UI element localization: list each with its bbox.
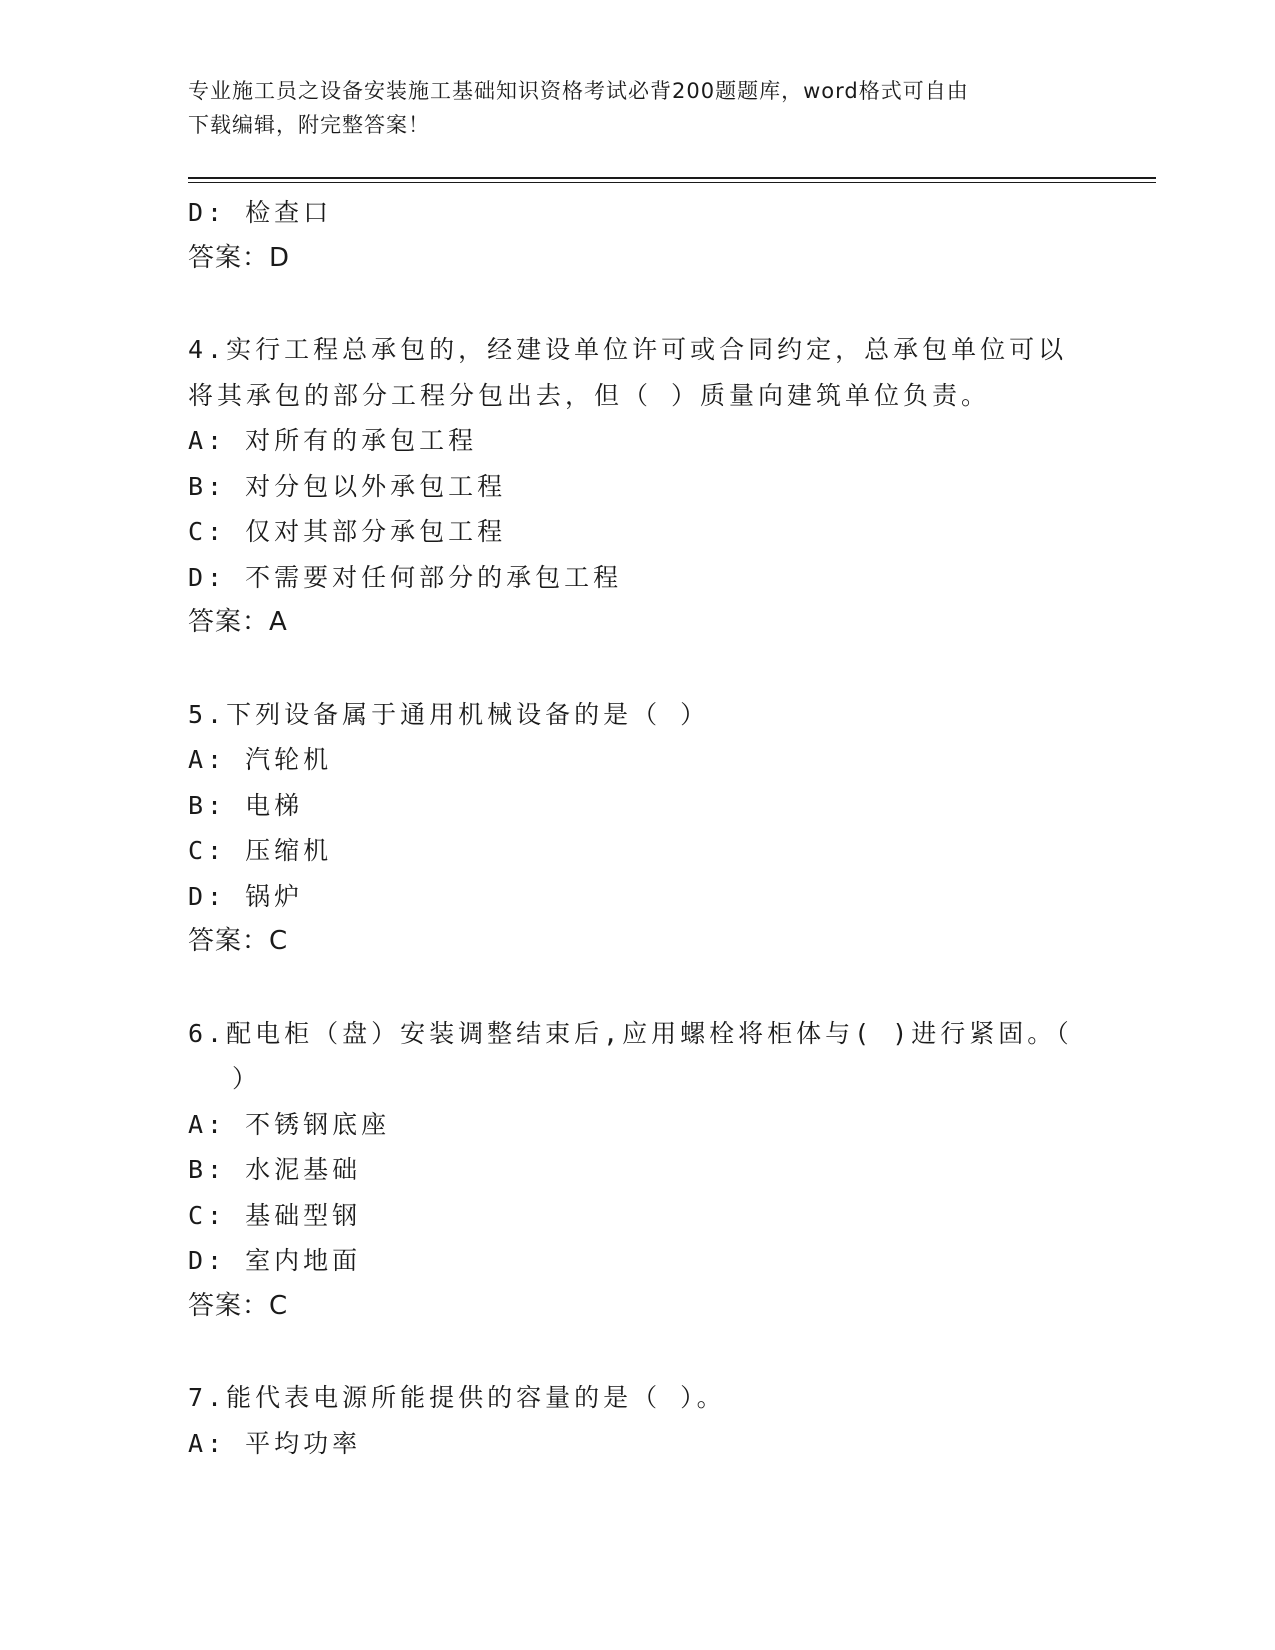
option-d: D: 锅炉 xyxy=(188,881,304,911)
answer: 答案：C xyxy=(188,1290,289,1321)
option-a: A: 对所有的承包工程 xyxy=(188,426,478,455)
question-list xyxy=(188,190,1073,1466)
header-line-1: 专业施工员之设备安装施工基础知识资格考试必背200题题库，word格式可自由 xyxy=(188,79,969,103)
answer: 答案：C xyxy=(188,926,289,956)
spacer xyxy=(188,646,1068,692)
option-d: D: 室内地面 xyxy=(188,1246,362,1275)
spacer xyxy=(188,281,1068,327)
option-c: C: 仅对其部分承包工程 xyxy=(188,517,507,546)
question-6 xyxy=(188,1011,1073,1330)
option-a: A: 不锈钢底座 xyxy=(188,1109,391,1139)
option-b: B: 电梯 xyxy=(188,790,304,820)
document-header xyxy=(188,74,1068,142)
answer: 答案：D xyxy=(188,242,291,273)
question-5 xyxy=(188,692,1068,965)
header-rule-thin xyxy=(188,182,1156,183)
option-a: A: 平均功率 xyxy=(188,1428,362,1458)
question-stem: 7.能代表电源所能提供的容量的是（ ）。 xyxy=(188,1383,726,1412)
question-stem: 4.实行工程总承包的，经建设单位许可或合同约定，总承包单位可以 xyxy=(188,335,1068,364)
option-b: B: 水泥基础 xyxy=(188,1155,362,1184)
question-stem: 5.下列设备属于通用机械设备的是（ ） xyxy=(188,699,710,729)
spacer xyxy=(188,965,1068,1011)
option-d: D: 不需要对任何部分的承包工程 xyxy=(188,562,623,592)
spacer xyxy=(188,1329,1068,1375)
answer: 答案：A xyxy=(188,607,288,637)
header-line-2: 下载编辑，附完整答案！ xyxy=(188,113,430,137)
question-stem-continued: 将其承包的部分工程分包出去，但（ ）质量向建筑单位负责。 xyxy=(188,380,991,410)
option-d: D: 检查口 xyxy=(188,198,333,227)
option-c: C: 压缩机 xyxy=(188,836,333,865)
question-stem: 6.配电柜（盘）安装调整结束后,应用螺栓将柜体与( )进行紧固。（ xyxy=(188,1018,1073,1048)
question-3-tail xyxy=(188,190,1068,281)
option-a: A: 汽轮机 xyxy=(188,745,333,774)
header-rule-thick xyxy=(188,177,1156,179)
option-c: C: 基础型钢 xyxy=(188,1200,362,1230)
question-stem-continued: ） xyxy=(232,1064,262,1093)
option-b: B: 对分包以外承包工程 xyxy=(188,471,507,501)
question-4 xyxy=(188,327,1068,646)
question-7 xyxy=(188,1375,1068,1466)
